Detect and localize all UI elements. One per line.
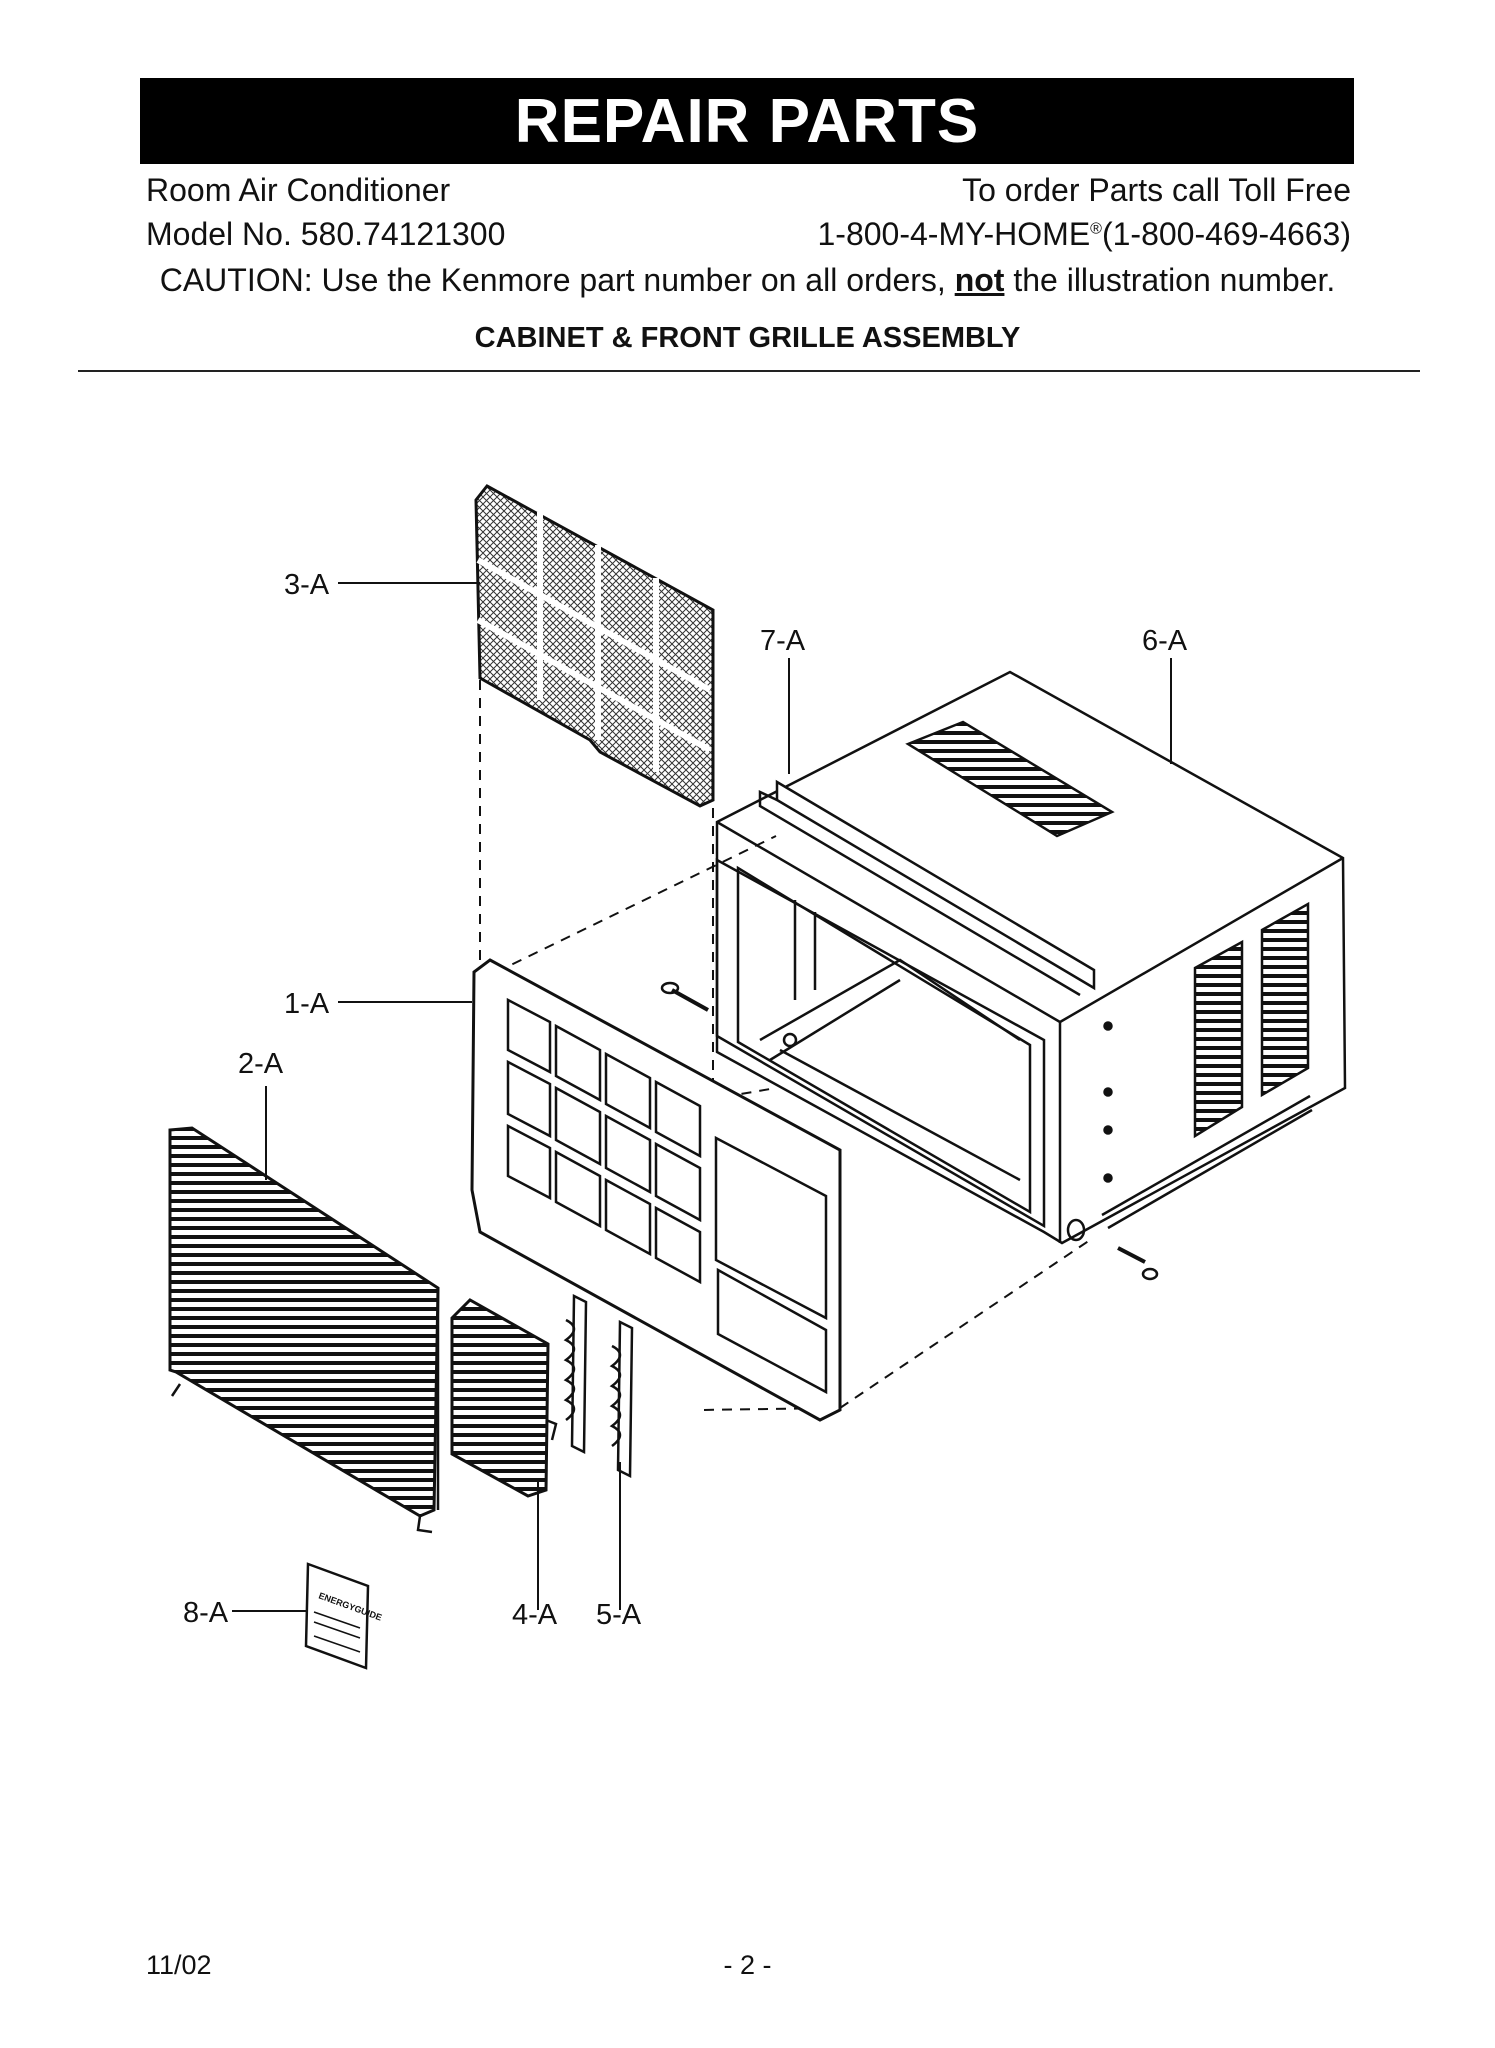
caution-emphasis: not [954,262,1005,298]
screw-right [1118,1248,1157,1279]
footer-date: 11/02 [146,1950,212,1980]
product-name: Room Air Conditioner [146,172,451,208]
vane-bracket-part [566,1296,632,1476]
energy-guide-text: ENERGYGUIDE [317,1590,384,1623]
label-1a: 1-A [284,988,330,1020]
caution-suffix: the illustration number. [1004,262,1336,298]
page-title: REPAIR PARTS [514,86,980,156]
caution-text [0,262,1495,299]
phone-number [817,216,1351,253]
section-title: CABINET & FRONT GRILLE ASSEMBLY [474,322,1021,354]
label-5a: 5-A [596,1599,642,1631]
label-8a: 8-A [183,1597,229,1629]
phone-primary: 1-800-4-MY-HOME [817,216,1091,252]
label-2a: 2-A [238,1048,284,1080]
phone-numeric: (1-800-469-4663) [1101,216,1351,252]
header-divider [78,370,1420,372]
label-6a: 6-A [1142,625,1188,657]
filter-part [476,486,713,806]
label-3a: 3-A [284,569,330,601]
registered-mark: ® [1090,220,1102,238]
energy-guide-label-part [306,1564,383,1668]
title-banner [140,78,1354,164]
label-7a: 7-A [760,625,806,657]
screw-left [662,983,708,1010]
order-instructions: To order Parts call Toll Free [962,172,1351,208]
exploded-parts-diagram [0,380,1495,1740]
model-number: Model No. 580.74121300 [146,216,506,252]
label-4a: 4-A [512,1599,558,1631]
front-grille-part [170,1128,438,1532]
page-number: - 2 - [723,1950,772,1980]
caution-prefix: CAUTION: Use the Kenmore part number on all orders, [159,262,955,298]
louver-insert-part [452,1300,556,1496]
